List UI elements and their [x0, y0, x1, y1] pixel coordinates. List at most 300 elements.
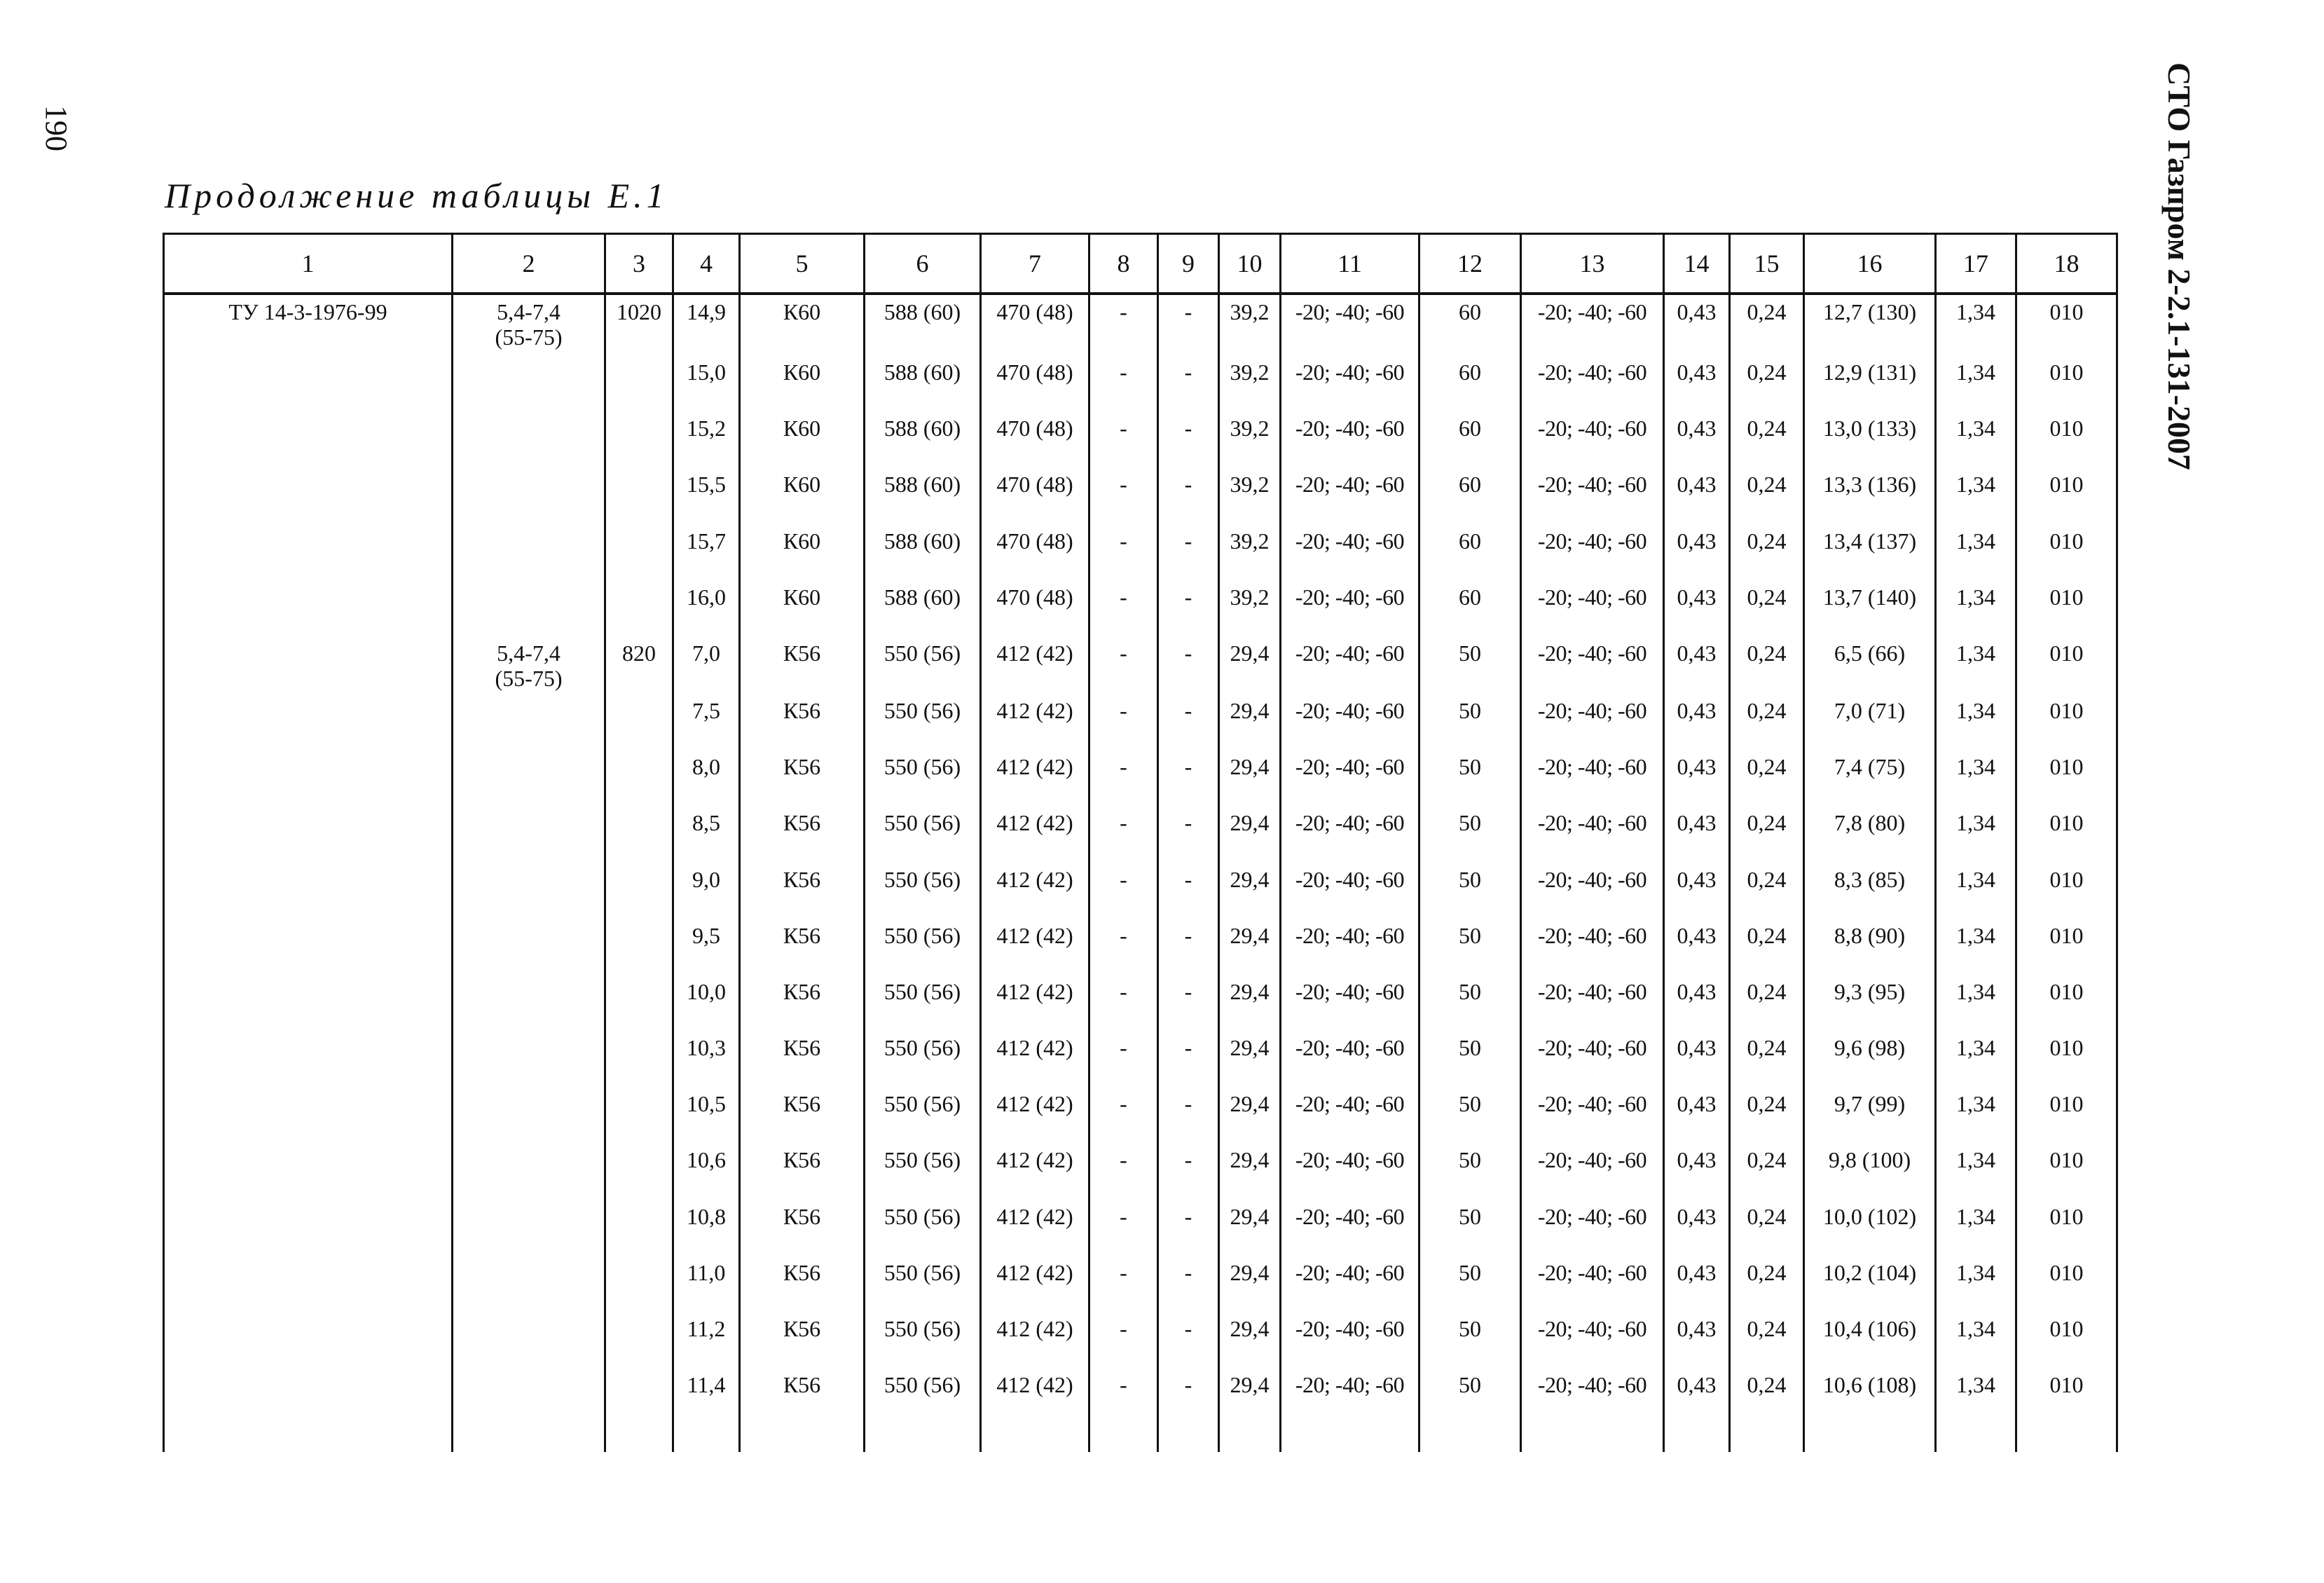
table-cell: 13,3 (136) — [1804, 465, 1936, 521]
table-cell: -20; -40; -60 — [1521, 521, 1664, 577]
table-cell: 50 — [1419, 633, 1521, 691]
table-cell: 0,43 — [1664, 916, 1730, 972]
table-cell: 0,43 — [1664, 803, 1730, 859]
table-cell: 0,24 — [1730, 352, 1804, 409]
table-cell: 1,34 — [1936, 633, 2016, 691]
header-cell: 17 — [1936, 234, 2016, 294]
table-cell — [605, 1140, 673, 1196]
table-cell: - — [1089, 860, 1158, 916]
table-cell: -20; -40; -60 — [1521, 691, 1664, 747]
table-cell: - — [1158, 916, 1219, 972]
table-cell: -20; -40; -60 — [1521, 1365, 1664, 1421]
table-cell: 0,43 — [1664, 691, 1730, 747]
table-row — [164, 1365, 2117, 1421]
table-cell: 13,4 (137) — [1804, 521, 1936, 577]
table-cell: - — [1158, 972, 1219, 1028]
table-cell: - — [1158, 1197, 1219, 1253]
table-cell: 1,34 — [1936, 803, 2016, 859]
table-cell — [453, 1309, 605, 1365]
table-cell — [605, 577, 673, 633]
table-cell: 11,4 — [673, 1365, 740, 1421]
table-row — [164, 1084, 2117, 1140]
table-cell — [164, 860, 453, 916]
table-cell: 1,34 — [1936, 1028, 2016, 1084]
table-cell: 1,34 — [1936, 1197, 2016, 1253]
table-cell: 1,34 — [1936, 1253, 2016, 1309]
table-cell: 29,4 — [1219, 1253, 1281, 1309]
table-cell: 10,4 (106) — [1804, 1309, 1936, 1365]
table-cell: -20; -40; -60 — [1281, 1197, 1419, 1253]
table-cell: -20; -40; -60 — [1281, 1140, 1419, 1196]
table-cell: 470 (48) — [981, 465, 1089, 521]
table-cell — [164, 916, 453, 972]
table-tail-cell — [1521, 1421, 1664, 1452]
table-cell: 010 — [2016, 691, 2117, 747]
table-cell: 29,4 — [1219, 860, 1281, 916]
table-cell — [605, 352, 673, 409]
table-body — [164, 294, 2117, 1452]
header-cell: 5 — [740, 234, 865, 294]
table-cell: 0,43 — [1664, 860, 1730, 916]
table-tail-cell — [1936, 1421, 2016, 1452]
table-cell: 588 (60) — [865, 352, 981, 409]
table-cell: 0,24 — [1730, 1365, 1804, 1421]
table-cell: 60 — [1419, 352, 1521, 409]
table-cell: 0,43 — [1664, 465, 1730, 521]
table-cell: 50 — [1419, 1028, 1521, 1084]
table-cell: -20; -40; -60 — [1281, 465, 1419, 521]
table-cell: 0,43 — [1664, 577, 1730, 633]
table-cell: 1,34 — [1936, 465, 2016, 521]
table-cell: -20; -40; -60 — [1281, 747, 1419, 803]
table-cell: 29,4 — [1219, 1140, 1281, 1196]
table-cell: 470 (48) — [981, 521, 1089, 577]
table-cell: -20; -40; -60 — [1521, 1140, 1664, 1196]
table-tail-cell — [1664, 1421, 1730, 1452]
table-cell: 1,34 — [1936, 409, 2016, 465]
table-cell: 39,2 — [1219, 294, 1281, 352]
table-row — [164, 633, 2117, 691]
table-cell: 1,34 — [1936, 860, 2016, 916]
table-cell — [453, 577, 605, 633]
table-cell: 1,34 — [1936, 294, 2016, 352]
table-cell: - — [1089, 465, 1158, 521]
table-cell: 9,7 (99) — [1804, 1084, 1936, 1140]
header-cell: 12 — [1419, 234, 1521, 294]
header-cell: 18 — [2016, 234, 2117, 294]
table-cell: 470 (48) — [981, 409, 1089, 465]
table-cell: К60 — [740, 465, 865, 521]
table-cell: 8,0 — [673, 747, 740, 803]
table-cell: 1,34 — [1936, 577, 2016, 633]
table-cell — [164, 1028, 453, 1084]
table-tail-cell — [1419, 1421, 1521, 1452]
table-cell: -20; -40; -60 — [1521, 972, 1664, 1028]
table-cell: 0,24 — [1730, 803, 1804, 859]
table-cell: 29,4 — [1219, 1197, 1281, 1253]
table-cell: К56 — [740, 972, 865, 1028]
table-cell: 1,34 — [1936, 1309, 2016, 1365]
table-cell: К56 — [740, 860, 865, 916]
table-cell: 29,4 — [1219, 1365, 1281, 1421]
table-cell: 0,24 — [1730, 860, 1804, 916]
table-cell: 50 — [1419, 1365, 1521, 1421]
table-cell: К60 — [740, 294, 865, 352]
table-caption: Продолжение таблицы Е.1 — [165, 176, 668, 215]
table-cell: К56 — [740, 1309, 865, 1365]
table-cell: 820 — [605, 633, 673, 691]
table-cell: 0,24 — [1730, 1253, 1804, 1309]
table-cell: -20; -40; -60 — [1281, 521, 1419, 577]
table-cell — [164, 747, 453, 803]
table-cell: 29,4 — [1219, 1028, 1281, 1084]
table-cell: 50 — [1419, 860, 1521, 916]
table-cell: 39,2 — [1219, 465, 1281, 521]
table-cell: 29,4 — [1219, 633, 1281, 691]
table-cell: 1020 — [605, 294, 673, 352]
table-cell: 550 (56) — [865, 972, 981, 1028]
table-cell: - — [1158, 1028, 1219, 1084]
table-cell: - — [1158, 1140, 1219, 1196]
table-cell — [605, 465, 673, 521]
table-cell: 412 (42) — [981, 860, 1089, 916]
table-cell: 550 (56) — [865, 860, 981, 916]
table-cell: К60 — [740, 352, 865, 409]
table-cell — [453, 1084, 605, 1140]
table-cell: 11,2 — [673, 1309, 740, 1365]
table-cell: 010 — [2016, 972, 2117, 1028]
table-cell: 010 — [2016, 409, 2117, 465]
table-cell: 588 (60) — [865, 294, 981, 352]
table-cell — [164, 691, 453, 747]
table-cell: 588 (60) — [865, 465, 981, 521]
table-cell — [164, 803, 453, 859]
document-code: СТО Газпром 2-2.1-131-2007 — [2161, 62, 2197, 470]
table-cell: 412 (42) — [981, 1140, 1089, 1196]
table-cell: - — [1089, 747, 1158, 803]
table-cell — [453, 803, 605, 859]
table-cell: 010 — [2016, 916, 2117, 972]
table-cell: 13,7 (140) — [1804, 577, 1936, 633]
table-cell: 0,43 — [1664, 747, 1730, 803]
table-row — [164, 352, 2117, 409]
table-cell: 60 — [1419, 294, 1521, 352]
table-cell: 9,0 — [673, 860, 740, 916]
table-cell: - — [1089, 577, 1158, 633]
header-cell: 15 — [1730, 234, 1804, 294]
table-cell: 15,0 — [673, 352, 740, 409]
table-cell: 010 — [2016, 352, 2117, 409]
table-cell: 29,4 — [1219, 972, 1281, 1028]
table-cell: -20; -40; -60 — [1521, 294, 1664, 352]
table-cell: 39,2 — [1219, 577, 1281, 633]
table-cell — [453, 860, 605, 916]
table-cell: К56 — [740, 747, 865, 803]
table-cell: - — [1089, 633, 1158, 691]
table-cell: -20; -40; -60 — [1281, 972, 1419, 1028]
table-cell — [605, 1253, 673, 1309]
table-cell: 0,24 — [1730, 409, 1804, 465]
table-cell: 50 — [1419, 1197, 1521, 1253]
table-cell — [605, 860, 673, 916]
table-cell: 7,8 (80) — [1804, 803, 1936, 859]
table-cell: 15,5 — [673, 465, 740, 521]
table-cell: 412 (42) — [981, 1197, 1089, 1253]
table-row — [164, 691, 2117, 747]
table-cell: 1,34 — [1936, 691, 2016, 747]
table-cell: -20; -40; -60 — [1521, 747, 1664, 803]
table-cell: 550 (56) — [865, 1140, 981, 1196]
table-cell: -20; -40; -60 — [1281, 803, 1419, 859]
table-cell: -20; -40; -60 — [1281, 294, 1419, 352]
table-cell: 10,0 (102) — [1804, 1197, 1936, 1253]
table-cell: 39,2 — [1219, 521, 1281, 577]
table-cell: - — [1089, 1140, 1158, 1196]
table-cell: 0,24 — [1730, 747, 1804, 803]
table-row — [164, 521, 2117, 577]
header-cell: 9 — [1158, 234, 1219, 294]
table-row — [164, 409, 2117, 465]
table-cell: -20; -40; -60 — [1521, 803, 1664, 859]
table-cell — [164, 1309, 453, 1365]
table-row — [164, 1309, 2117, 1365]
table-cell — [164, 521, 453, 577]
table-row — [164, 465, 2117, 521]
table-cell: 588 (60) — [865, 577, 981, 633]
table-cell: -20; -40; -60 — [1521, 860, 1664, 916]
table-cell — [605, 1309, 673, 1365]
table-row — [164, 972, 2117, 1028]
table-cell: 1,34 — [1936, 1365, 2016, 1421]
table-row — [164, 803, 2117, 859]
table-cell: - — [1158, 294, 1219, 352]
table-cell — [164, 577, 453, 633]
table-cell: К56 — [740, 803, 865, 859]
header-cell: 2 — [453, 234, 605, 294]
table-cell: -20; -40; -60 — [1281, 577, 1419, 633]
table-cell — [453, 972, 605, 1028]
table-cell: 010 — [2016, 577, 2117, 633]
table-cell: 0,43 — [1664, 521, 1730, 577]
table-cell: 550 (56) — [865, 1365, 981, 1421]
table-cell: -20; -40; -60 — [1521, 1028, 1664, 1084]
table-cell: 010 — [2016, 803, 2117, 859]
table-cell: 10,0 — [673, 972, 740, 1028]
table-cell: -20; -40; -60 — [1281, 633, 1419, 691]
table-cell: 0,24 — [1730, 1197, 1804, 1253]
table-cell: -20; -40; -60 — [1521, 916, 1664, 972]
table-cell: 588 (60) — [865, 521, 981, 577]
table-cell: -20; -40; -60 — [1281, 1028, 1419, 1084]
table-cell — [453, 352, 605, 409]
header-cell: 3 — [605, 234, 673, 294]
table-tail-cell — [2016, 1421, 2117, 1452]
table-cell: 550 (56) — [865, 803, 981, 859]
table-cell: - — [1089, 294, 1158, 352]
table-cell: 550 (56) — [865, 633, 981, 691]
table-row — [164, 1028, 2117, 1084]
table-cell: 29,4 — [1219, 1084, 1281, 1140]
header-cell: 14 — [1664, 234, 1730, 294]
table-cell: К56 — [740, 1140, 865, 1196]
table-cell: 010 — [2016, 633, 2117, 691]
table-row — [164, 860, 2117, 916]
table-cell — [453, 747, 605, 803]
table-cell: 550 (56) — [865, 1253, 981, 1309]
table-cell: -20; -40; -60 — [1281, 1084, 1419, 1140]
table-cell: 11,0 — [673, 1253, 740, 1309]
table-cell: 50 — [1419, 1309, 1521, 1365]
table-cell: -20; -40; -60 — [1521, 465, 1664, 521]
table-cell: 0,24 — [1730, 916, 1804, 972]
table-cell: 7,0 (71) — [1804, 691, 1936, 747]
table-cell — [453, 1140, 605, 1196]
table-cell: 0,43 — [1664, 352, 1730, 409]
table-cell — [164, 409, 453, 465]
table-cell: - — [1158, 1365, 1219, 1421]
table-tail-cell — [1804, 1421, 1936, 1452]
table-cell: -20; -40; -60 — [1281, 1253, 1419, 1309]
table-cell: 60 — [1419, 577, 1521, 633]
table-cell: 60 — [1419, 409, 1521, 465]
table-tail-cell — [1281, 1421, 1419, 1452]
header-cell: 10 — [1219, 234, 1281, 294]
table-cell: 0,43 — [1664, 1197, 1730, 1253]
table-cell: 8,8 (90) — [1804, 916, 1936, 972]
table-row — [164, 916, 2117, 972]
table-cell: 470 (48) — [981, 294, 1089, 352]
table-cell: 412 (42) — [981, 1309, 1089, 1365]
table-cell: 0,24 — [1730, 633, 1804, 691]
table-cell: 15,7 — [673, 521, 740, 577]
table-cell: 10,2 (104) — [1804, 1253, 1936, 1309]
table-cell: 5,4-7,4 (55-75) — [453, 633, 605, 691]
table-cell — [164, 352, 453, 409]
table-cell: - — [1089, 409, 1158, 465]
table-cell — [164, 465, 453, 521]
table-cell: - — [1089, 1253, 1158, 1309]
table-cell: - — [1089, 803, 1158, 859]
table-tail-cell — [1219, 1421, 1281, 1452]
table-cell — [453, 1028, 605, 1084]
table-row — [164, 1197, 2117, 1253]
table-cell — [605, 1365, 673, 1421]
table-cell: - — [1158, 521, 1219, 577]
table-cell: 1,34 — [1936, 1140, 2016, 1196]
table-cell: 0,24 — [1730, 972, 1804, 1028]
table-cell: 12,9 (131) — [1804, 352, 1936, 409]
table-cell: 0,43 — [1664, 1309, 1730, 1365]
table-cell: 010 — [2016, 860, 2117, 916]
table-cell: - — [1089, 1309, 1158, 1365]
table-cell: - — [1158, 691, 1219, 747]
table-cell: ТУ 14-3-1976-99 — [164, 294, 453, 352]
table-cell: К56 — [740, 691, 865, 747]
table-cell: 29,4 — [1219, 691, 1281, 747]
table-cell: 550 (56) — [865, 1309, 981, 1365]
table-cell: 550 (56) — [865, 691, 981, 747]
table-cell: 29,4 — [1219, 916, 1281, 972]
table-cell — [453, 1365, 605, 1421]
table-cell: -20; -40; -60 — [1521, 1084, 1664, 1140]
table-cell: 16,0 — [673, 577, 740, 633]
table-row — [164, 1140, 2117, 1196]
table-cell: - — [1158, 747, 1219, 803]
table-cell: 470 (48) — [981, 577, 1089, 633]
table-cell: 9,6 (98) — [1804, 1028, 1936, 1084]
table-cell: - — [1089, 1365, 1158, 1421]
table-cell: 15,2 — [673, 409, 740, 465]
table-cell: 0,43 — [1664, 1365, 1730, 1421]
table-cell: -20; -40; -60 — [1281, 691, 1419, 747]
table-cell: 010 — [2016, 1365, 2117, 1421]
table-cell: 550 (56) — [865, 1084, 981, 1140]
table-cell: 0,43 — [1664, 409, 1730, 465]
table-row — [164, 747, 2117, 803]
table-cell: К60 — [740, 409, 865, 465]
table-cell — [164, 972, 453, 1028]
table-cell — [453, 521, 605, 577]
table-cell: 010 — [2016, 1197, 2117, 1253]
table-cell: - — [1158, 1309, 1219, 1365]
table-cell: - — [1158, 409, 1219, 465]
table-cell: 50 — [1419, 1253, 1521, 1309]
table-cell: -20; -40; -60 — [1281, 1365, 1419, 1421]
table-cell: 412 (42) — [981, 691, 1089, 747]
table-cell: -20; -40; -60 — [1521, 1309, 1664, 1365]
table-cell: - — [1158, 352, 1219, 409]
table-cell — [164, 633, 453, 691]
table-cell: - — [1158, 633, 1219, 691]
page-number: 190 — [39, 105, 74, 151]
table-cell: К60 — [740, 521, 865, 577]
table-cell: 7,5 — [673, 691, 740, 747]
table-cell: 1,34 — [1936, 972, 2016, 1028]
header-cell: 7 — [981, 234, 1089, 294]
table-cell: 412 (42) — [981, 803, 1089, 859]
table-cell: 50 — [1419, 1084, 1521, 1140]
table-cell: 8,3 (85) — [1804, 860, 1936, 916]
table-cell: К56 — [740, 1028, 865, 1084]
table-cell: 14,9 — [673, 294, 740, 352]
table-cell: 010 — [2016, 1028, 2117, 1084]
table-cell — [453, 409, 605, 465]
table-cell: 470 (48) — [981, 352, 1089, 409]
table-cell: 29,4 — [1219, 1309, 1281, 1365]
table-cell: - — [1158, 860, 1219, 916]
table-cell — [453, 916, 605, 972]
table-tail-row — [164, 1421, 2117, 1452]
table-cell: 0,24 — [1730, 577, 1804, 633]
table-cell: 6,5 (66) — [1804, 633, 1936, 691]
table-cell: К56 — [740, 916, 865, 972]
table-cell: 0,24 — [1730, 1309, 1804, 1365]
table-cell: 50 — [1419, 972, 1521, 1028]
table-cell: 0,24 — [1730, 1028, 1804, 1084]
table-cell — [605, 521, 673, 577]
table-cell: -20; -40; -60 — [1281, 352, 1419, 409]
table-cell — [164, 1365, 453, 1421]
table-cell — [453, 1197, 605, 1253]
table-cell: 010 — [2016, 1084, 2117, 1140]
table-cell: К56 — [740, 1365, 865, 1421]
table-row — [164, 1253, 2117, 1309]
table-cell: - — [1158, 1253, 1219, 1309]
table-cell: 010 — [2016, 1140, 2117, 1196]
table-cell: - — [1089, 691, 1158, 747]
table-cell: 1,34 — [1936, 1084, 2016, 1140]
table-cell — [164, 1140, 453, 1196]
